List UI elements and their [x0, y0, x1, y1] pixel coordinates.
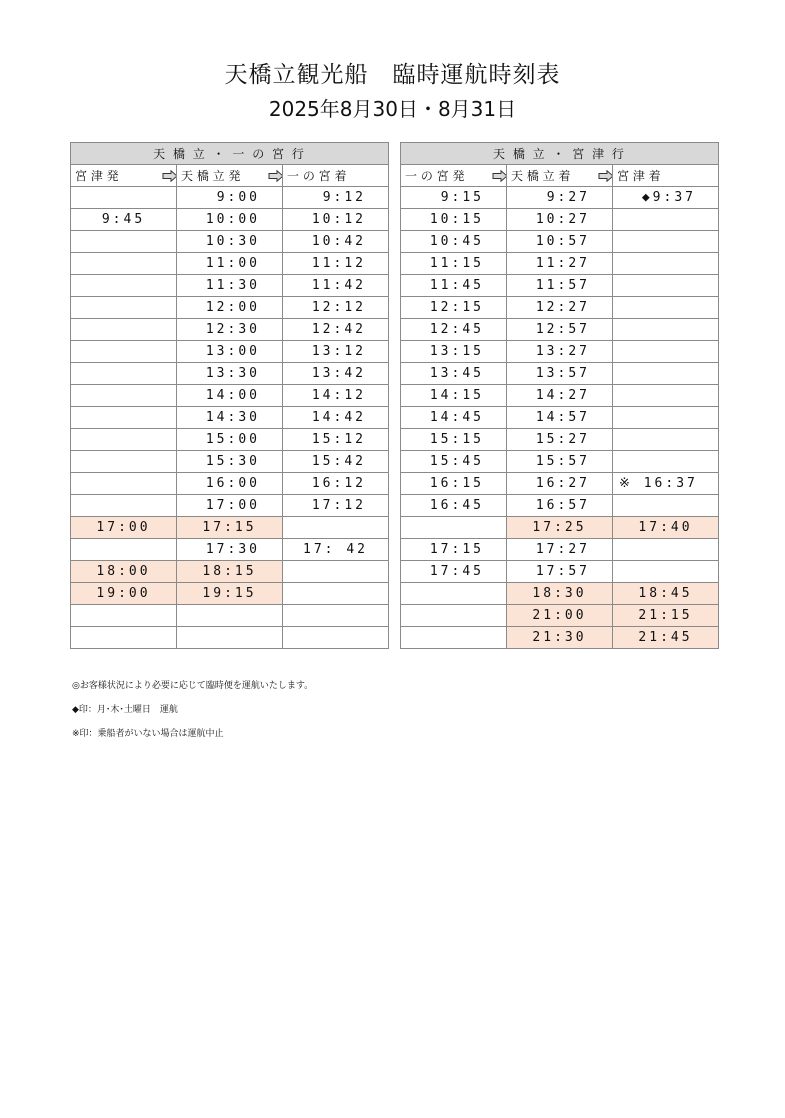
right-table-cell: 21:30: [507, 627, 613, 649]
right-table-row: [401, 539, 719, 561]
right-table-row: [401, 385, 719, 407]
right-table-cell: [613, 363, 719, 385]
right-table-column-header: [507, 165, 613, 187]
note-asterisk-mark: ※印：乗船者がいない場合は運航中止: [72, 729, 224, 739]
left-table-row: [71, 363, 389, 385]
left-table-cell: 10:12: [283, 209, 389, 231]
right-table-cell: ◆9:37: [613, 187, 719, 209]
right-table-cell: [613, 231, 719, 253]
right-table-heading-row: [401, 143, 719, 165]
left-table-row: [71, 385, 389, 407]
left-table-cell: 16:00: [177, 473, 283, 495]
left-table-cell: 18:00: [71, 561, 177, 583]
left-table-row: [71, 627, 389, 649]
left-table-cell: [71, 187, 177, 209]
left-table-row: [71, 473, 389, 495]
left-table-cell: [71, 495, 177, 517]
left-table-cell: 12:42: [283, 319, 389, 341]
right-table-cell: [401, 605, 507, 627]
left-table-cell: 14:00: [177, 385, 283, 407]
right-table-cell: 11:45: [401, 275, 507, 297]
right-table-row: [401, 297, 719, 319]
right-table-row: [401, 495, 719, 517]
right-table-row: [401, 583, 719, 605]
right-table-cell: [613, 495, 719, 517]
left-table-row: [71, 429, 389, 451]
right-arrow-icon: [598, 170, 613, 182]
right-table-row: [401, 341, 719, 363]
right-table-cell: 9:15: [401, 187, 507, 209]
left-table-cell: [71, 473, 177, 495]
left-table-cell: 9:45: [71, 209, 177, 231]
left-table-cell: 14:30: [177, 407, 283, 429]
left-table-cell: [71, 297, 177, 319]
left-table-row: [71, 561, 389, 583]
right-table-cell: 11:57: [507, 275, 613, 297]
right-table-cell: ※ 16:37: [613, 473, 719, 495]
left-table-row: [71, 341, 389, 363]
left-table-column-label: 宮 津 発: [75, 169, 119, 183]
left-table-cell: 16:12: [283, 473, 389, 495]
note-extra-service: ◎お客様状況により必要に応じて臨時便を運航いたします。: [72, 681, 314, 691]
left-table-cell: 15:00: [177, 429, 283, 451]
left-table-cell: 15:30: [177, 451, 283, 473]
right-table-cell: 12:27: [507, 297, 613, 319]
left-table-cell: 11:12: [283, 253, 389, 275]
left-timetable: [70, 142, 389, 649]
left-table-cell: 9:00: [177, 187, 283, 209]
left-table-row: [71, 275, 389, 297]
right-table-cell: [401, 517, 507, 539]
right-table-row: [401, 429, 719, 451]
right-table-cell: 11:27: [507, 253, 613, 275]
right-table-cell: 15:45: [401, 451, 507, 473]
notes: [72, 680, 313, 752]
left-table-cell: [283, 583, 389, 605]
right-table-cell: [401, 627, 507, 649]
left-table-heading-row: [71, 143, 389, 165]
right-table-heading: 天 橋 立 ・ 宮 津 行: [401, 143, 719, 165]
right-table-column-label: 一 の 宮 発: [405, 169, 465, 183]
left-table-row: [71, 231, 389, 253]
left-table-cell: 14:12: [283, 385, 389, 407]
right-table-row: [401, 187, 719, 209]
right-table-cell: 17:15: [401, 539, 507, 561]
left-table-cell: [71, 319, 177, 341]
left-table-cell: [71, 451, 177, 473]
left-table-cell: 14:42: [283, 407, 389, 429]
right-table-row: [401, 517, 719, 539]
right-table-cell: 9:27: [507, 187, 613, 209]
left-table-row: [71, 209, 389, 231]
right-table-cell: 21:45: [613, 627, 719, 649]
left-table-column-header: [283, 165, 389, 187]
left-table-cell: [71, 231, 177, 253]
right-table-column-header: [613, 165, 719, 187]
right-table-row: [401, 561, 719, 583]
note-diamond-mark: ◆印：月･木･土曜日 運航: [72, 705, 178, 715]
right-table-row: [401, 407, 719, 429]
right-table-cell: 17:27: [507, 539, 613, 561]
right-table-row: [401, 253, 719, 275]
right-table-row: [401, 363, 719, 385]
right-table-cell: 14:45: [401, 407, 507, 429]
left-table-column-header: [71, 165, 177, 187]
left-table-cell: [71, 429, 177, 451]
right-table-cell: 16:45: [401, 495, 507, 517]
left-table-cell: 10:42: [283, 231, 389, 253]
left-table-row: [71, 451, 389, 473]
right-table-cell: 10:15: [401, 209, 507, 231]
right-table-cell: [613, 253, 719, 275]
left-table-row: [71, 495, 389, 517]
right-table-row: [401, 319, 719, 341]
right-table-cell: 11:15: [401, 253, 507, 275]
right-table-cell: 12:57: [507, 319, 613, 341]
right-table-column-header: [401, 165, 507, 187]
right-table-cell: 21:00: [507, 605, 613, 627]
right-arrow-icon: [268, 170, 283, 182]
right-table-cell: 14:57: [507, 407, 613, 429]
right-table-column-label: 天 橋 立 着: [511, 169, 571, 183]
left-table-heading: 天 橋 立 ・ 一 の 宮 行: [71, 143, 389, 165]
left-table-cell: 17:00: [71, 517, 177, 539]
right-table-cell: [613, 539, 719, 561]
right-table-row: [401, 209, 719, 231]
right-table-cell: 16:15: [401, 473, 507, 495]
left-table-row: [71, 517, 389, 539]
left-table-cell: 17:00: [177, 495, 283, 517]
left-table-cell: 19:15: [177, 583, 283, 605]
page-title: 天橋立観光船 臨時運航時刻表: [224, 62, 561, 88]
right-table-cell: 14:15: [401, 385, 507, 407]
left-table-row: [71, 187, 389, 209]
right-table-cell: [613, 561, 719, 583]
right-table-row: [401, 605, 719, 627]
left-table-cell: 13:12: [283, 341, 389, 363]
right-table-row: [401, 231, 719, 253]
left-table-cell: 9:12: [283, 187, 389, 209]
left-table-cell: [283, 627, 389, 649]
left-table-cell: 15:12: [283, 429, 389, 451]
right-table-cell: 13:45: [401, 363, 507, 385]
left-table-cell: [71, 407, 177, 429]
right-table-cell: 10:27: [507, 209, 613, 231]
right-table-cell: 10:57: [507, 231, 613, 253]
right-table-row: [401, 451, 719, 473]
left-table-cell: 11:00: [177, 253, 283, 275]
right-table-cell: 18:30: [507, 583, 613, 605]
left-table-cell: 13:42: [283, 363, 389, 385]
left-table-row: [71, 297, 389, 319]
right-table-cell: 12:15: [401, 297, 507, 319]
left-table-cell: 19:00: [71, 583, 177, 605]
left-table-row: [71, 539, 389, 561]
left-table-column-header: [177, 165, 283, 187]
left-table-cell: 10:30: [177, 231, 283, 253]
right-table-cell: 15:57: [507, 451, 613, 473]
left-table-cell: 12:00: [177, 297, 283, 319]
right-table-cell: [613, 319, 719, 341]
left-table-row: [71, 583, 389, 605]
left-table-cell: [283, 561, 389, 583]
right-table-cell: [613, 429, 719, 451]
left-table-cell: 11:42: [283, 275, 389, 297]
left-table-row: [71, 407, 389, 429]
left-table-cell: [71, 539, 177, 561]
left-table-cell: 18:15: [177, 561, 283, 583]
left-table-cell: [71, 363, 177, 385]
right-table-cell: 17:25: [507, 517, 613, 539]
right-table-cell: [613, 209, 719, 231]
right-table-cell: 15:27: [507, 429, 613, 451]
right-table-column-label: 宮 津 着: [617, 169, 661, 183]
left-table-column-label: 天 橋 立 発: [181, 169, 241, 183]
left-table-cell: [177, 605, 283, 627]
right-table-column-header-row: [401, 165, 719, 187]
right-table-cell: [401, 583, 507, 605]
left-table-cell: 12:30: [177, 319, 283, 341]
left-table-cell: 13:30: [177, 363, 283, 385]
right-table-cell: 15:15: [401, 429, 507, 451]
right-table-cell: [613, 407, 719, 429]
right-table-row: [401, 627, 719, 649]
right-table-row: [401, 275, 719, 297]
page-subtitle: 2025年8月30日・8月31日: [268, 97, 517, 121]
left-table-row: [71, 319, 389, 341]
left-table-cell: 11:30: [177, 275, 283, 297]
right-table-cell: [613, 341, 719, 363]
right-table-cell: [613, 275, 719, 297]
right-table-cell: 16:27: [507, 473, 613, 495]
right-timetable: [400, 142, 719, 649]
left-table-cell: 17:15: [177, 517, 283, 539]
right-table-cell: [613, 385, 719, 407]
left-table-cell: [283, 517, 389, 539]
left-table-cell: [71, 385, 177, 407]
left-table-cell: 12:12: [283, 297, 389, 319]
left-table-cell: [71, 627, 177, 649]
right-table-cell: 21:15: [613, 605, 719, 627]
left-table-cell: 17:30: [177, 539, 283, 561]
left-table-cell: 15:42: [283, 451, 389, 473]
right-table-cell: 18:45: [613, 583, 719, 605]
left-table-cell: 17:12: [283, 495, 389, 517]
left-table-cell: 17: 42: [283, 539, 389, 561]
right-table-cell: 12:45: [401, 319, 507, 341]
right-table-cell: 10:45: [401, 231, 507, 253]
right-table-cell: 13:15: [401, 341, 507, 363]
right-table-cell: 16:57: [507, 495, 613, 517]
left-table-row: [71, 253, 389, 275]
right-table-cell: 17:57: [507, 561, 613, 583]
left-table-column-header-row: [71, 165, 389, 187]
right-table-cell: 17:45: [401, 561, 507, 583]
left-table-cell: [71, 275, 177, 297]
right-arrow-icon: [492, 170, 507, 182]
left-table-cell: [71, 253, 177, 275]
right-table-cell: 17:40: [613, 517, 719, 539]
left-table-row: [71, 605, 389, 627]
left-table-cell: [71, 605, 177, 627]
left-table-cell: 10:00: [177, 209, 283, 231]
right-table-cell: [613, 297, 719, 319]
right-arrow-icon: [162, 170, 177, 182]
left-table-cell: [177, 627, 283, 649]
left-table-cell: 13:00: [177, 341, 283, 363]
right-table-cell: 14:27: [507, 385, 613, 407]
left-table-cell: [71, 341, 177, 363]
right-table-cell: 13:27: [507, 341, 613, 363]
left-table-cell: [283, 605, 389, 627]
right-table-cell: 13:57: [507, 363, 613, 385]
right-table-row: [401, 473, 719, 495]
left-table-column-label: 一 の 宮 着: [287, 169, 347, 183]
right-table-cell: [613, 451, 719, 473]
